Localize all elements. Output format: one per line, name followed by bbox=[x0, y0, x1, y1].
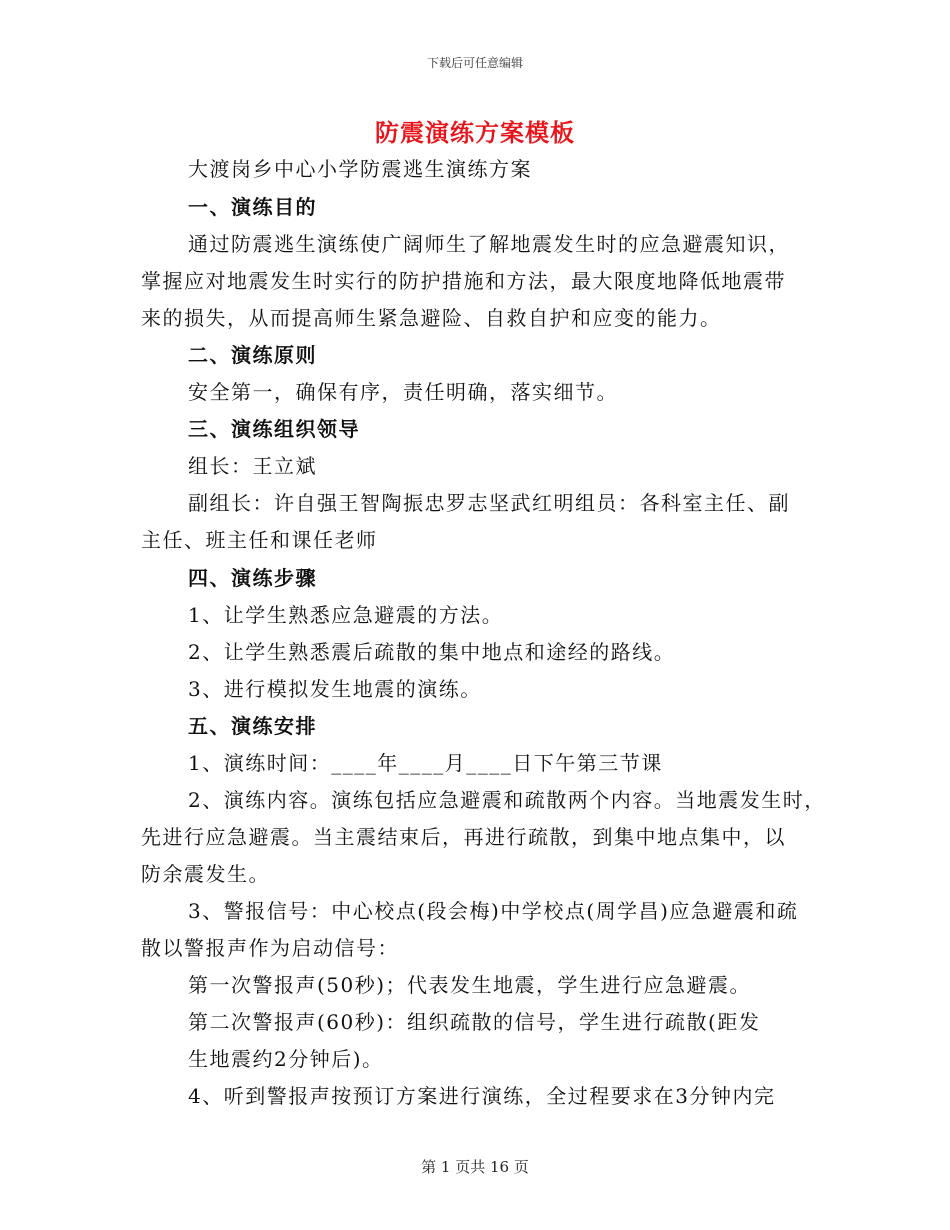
section-heading-purpose: 一、演练目的 bbox=[188, 195, 317, 219]
paragraph-line: 掌握应对地震发生时实行的防护措施和方法，最大限度地降低地震带 bbox=[141, 269, 786, 293]
paragraph-line: 散以警报声作为启动信号： bbox=[141, 936, 399, 960]
list-item: 3、进行模拟发生地震的演练。 bbox=[188, 677, 482, 701]
section-heading-leadership: 三、演练组织领导 bbox=[188, 417, 360, 441]
list-item: 1、让学生熟悉应急避震的方法。 bbox=[188, 603, 504, 627]
list-item: 2、演练内容。演练包括应急避震和疏散两个内容。当地震发生时， bbox=[188, 788, 826, 812]
list-item: 1、演练时间：____年____月____日下午第三节课 bbox=[188, 751, 663, 775]
paragraph-line: 通过防震逃生演练使广阔师生了解地震发生时的应急避震知识， bbox=[188, 232, 790, 256]
paragraph-line: 先进行应急避震。当主震结束后，再进行疏散，到集中地点集中，以 bbox=[141, 825, 786, 849]
document-title: 防震演练方案模板 bbox=[375, 118, 575, 147]
header-note: 下载后可任意编辑 bbox=[426, 56, 523, 70]
paragraph-line: 安全第一，确保有序，责任明确，落实细节。 bbox=[188, 380, 618, 404]
paragraph-line: 来的损失，从而提高师生紧急避险、自救自护和应变的能力。 bbox=[141, 306, 722, 330]
paragraph-line: 副组长：许自强王智陶振忠罗志坚武红明组员：各科室主任、副 bbox=[188, 491, 790, 515]
paragraph-line: 第一次警报声(50秒)；代表发生地震，学生进行应急避震。 bbox=[188, 973, 752, 997]
page-footer: 第 1 页共 16 页 bbox=[421, 1158, 529, 1176]
paragraph-line: 主任、班主任和课任老师 bbox=[141, 528, 378, 552]
paragraph-line: 第二次警报声(60秒)：组织疏散的信号，学生进行疏散(距发 bbox=[188, 1010, 761, 1034]
paragraph-line: 防余震发生。 bbox=[141, 862, 270, 886]
document-subtitle: 大渡岗乡中心小学防震逃生演练方案 bbox=[188, 157, 532, 181]
list-item: 2、让学生熟悉震后疏散的集中地点和途经的路线。 bbox=[188, 640, 676, 664]
section-heading-principles: 二、演练原则 bbox=[188, 343, 317, 367]
list-item: 4、听到警报声按预订方案进行演练，全过程要求在3分钟内完 bbox=[188, 1084, 776, 1108]
paragraph-line: 组长：王立斌 bbox=[188, 454, 317, 478]
section-heading-steps: 四、演练步骤 bbox=[188, 566, 317, 590]
paragraph-line: 生地震约2分钟后)。 bbox=[188, 1047, 384, 1071]
list-item: 3、警报信号：中心校点(段会梅)中学校点(周学昌)应急避震和疏 bbox=[188, 899, 799, 923]
section-heading-arrangement: 五、演练安排 bbox=[188, 714, 317, 738]
